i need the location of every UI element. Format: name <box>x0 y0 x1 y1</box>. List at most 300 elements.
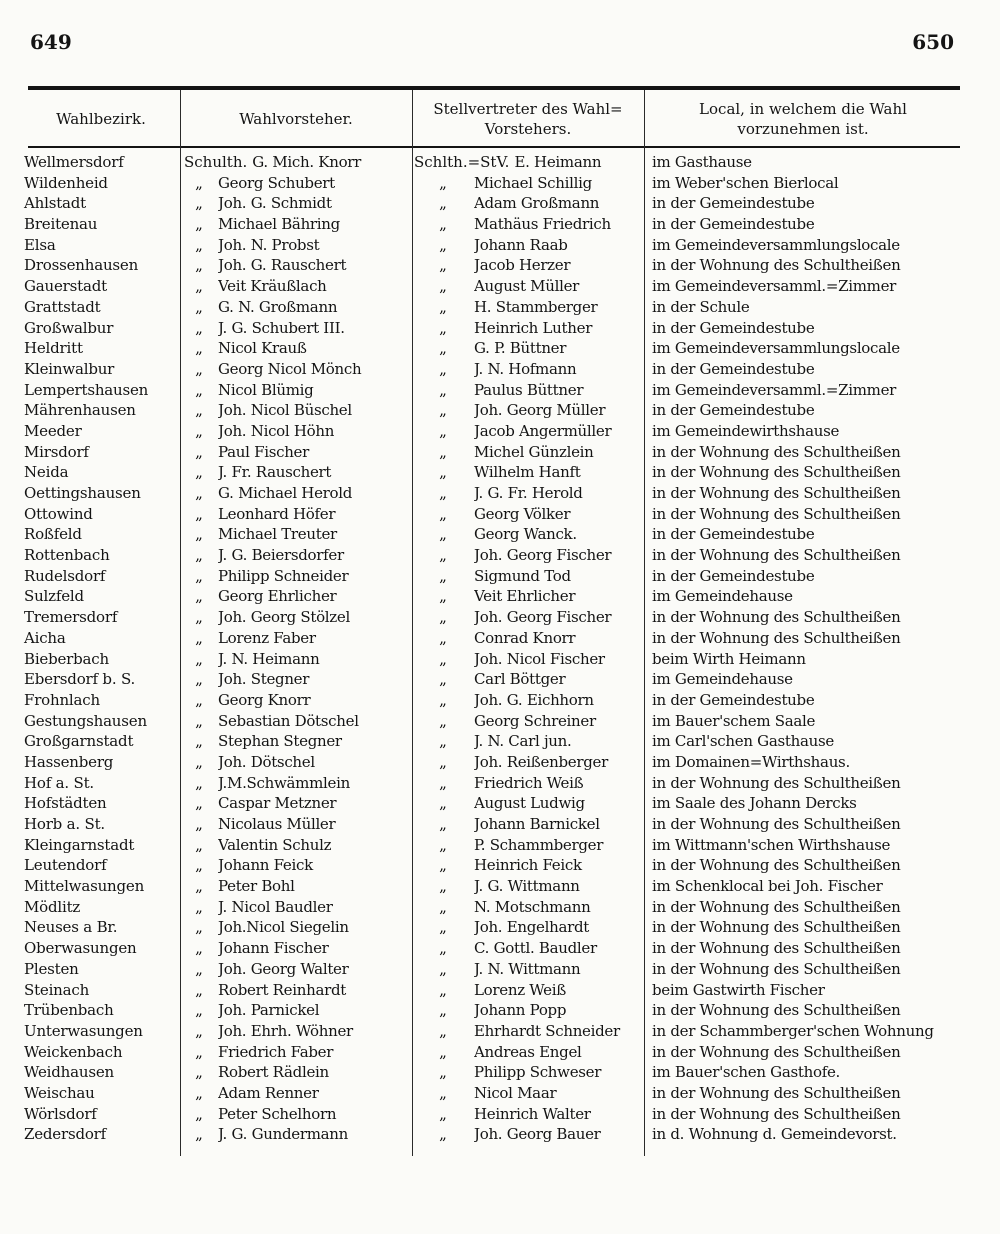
chairman-name: Michael Treuter <box>218 525 337 544</box>
chairman-cell <box>180 421 412 442</box>
deputy-name: Heinrich Walter <box>474 1104 591 1123</box>
deputy-name: J. G. Fr. Herold <box>474 484 583 502</box>
chairman-title-prefix: „ <box>195 215 203 234</box>
location-cell: in der Wohnung des Schultheißen <box>652 773 901 792</box>
chairman-cell <box>180 897 412 918</box>
chairman-name: Joh. G. Schmidt <box>218 194 332 213</box>
chairman-name: J.M.Schwämmlein <box>218 773 350 792</box>
chairman-title-prefix: „ <box>195 339 203 358</box>
chairman-title-prefix: „ <box>195 1104 203 1123</box>
deputy-name: Wilhelm Hanft <box>474 463 581 482</box>
location-cell: in der Wohnung des Schultheißen <box>652 897 901 916</box>
chairman-name: Stephan Stegner <box>218 732 342 751</box>
chairman-cell <box>180 1104 412 1125</box>
deputy-title-prefix: „ <box>439 421 447 440</box>
deputy-cell <box>412 359 644 380</box>
deputy-name: Andreas Engel <box>474 1042 582 1061</box>
deputy-cell <box>412 855 644 876</box>
location-cell: in der Gemeindestube <box>652 566 815 585</box>
header-chairman <box>180 92 412 146</box>
location-cell: in der Schule <box>652 297 750 316</box>
location-cell: in der Wohnung des Schultheißen <box>652 856 901 875</box>
chairman-name: Joh. Dötschel <box>218 752 315 771</box>
deputy-name: G. P. Büttner <box>474 339 567 358</box>
location-cell: im Schenklocal bei Joh. Fischer <box>652 877 883 896</box>
location-cell: im Domainen=Wirthshaus. <box>652 752 850 771</box>
deputy-title-prefix: „ <box>439 1083 447 1102</box>
deputy-cell <box>412 504 644 525</box>
chairman-title-prefix: „ <box>195 194 203 213</box>
chairman-name: Valentin Schulz <box>218 835 332 854</box>
deputy-title-prefix: „ <box>439 215 447 234</box>
district-cell: Neuses a Br. <box>24 918 118 937</box>
district-cell: Mittelwasungen <box>24 877 145 896</box>
deputy-cell <box>412 524 644 545</box>
chairman-title-prefix: „ <box>195 897 203 916</box>
district-cell: Horb a. St. <box>24 815 106 833</box>
deputy-cell <box>412 338 644 359</box>
chairman-title-prefix: „ <box>195 918 203 937</box>
deputy-name: Veit Ehrlicher <box>474 587 576 606</box>
deputy-title-prefix: „ <box>439 1042 447 1061</box>
location-cell: beim Gastwirth Fischer <box>652 980 825 999</box>
chairman-cell <box>180 690 412 711</box>
location-cell: in der Schammberger'schen Wohnung <box>652 1021 934 1040</box>
deputy-title-prefix: „ <box>439 339 447 358</box>
deputy-cell <box>412 483 644 504</box>
deputy-name: J. G. Wittmann <box>474 877 580 896</box>
chairman-cell <box>180 483 412 504</box>
deputy-name: August Müller <box>474 277 580 296</box>
district-cell: Roßfeld <box>24 525 82 544</box>
chairman-name: J. G. Schubert III. <box>218 318 345 337</box>
district-list <box>22 152 180 1145</box>
chairman-name: Joh. Nicol Büschel <box>218 401 352 420</box>
district-cell: Drossenhausen <box>24 256 139 275</box>
chairman-name: Georg Knorr <box>218 690 311 709</box>
deputy-title-prefix: „ <box>439 380 447 399</box>
chairman-name: Joh. G. Rauschert <box>218 256 347 275</box>
deputy-cell <box>412 318 644 339</box>
deputy-title-prefix: „ <box>439 525 447 544</box>
location-cell: in der Gemeindestube <box>652 194 815 213</box>
deputy-cell <box>412 276 644 297</box>
district-cell: Oettingshausen <box>24 484 141 502</box>
deputy-name: Joh. Georg Fischer <box>474 546 612 565</box>
chairman-cell <box>180 1021 412 1042</box>
chairman-name: Georg Schubert <box>218 173 335 192</box>
location-cell: in der Wohnung des Schultheißen <box>652 918 901 937</box>
chairman-cell <box>180 649 412 670</box>
deputy-cell <box>412 566 644 587</box>
chairman-title-prefix: „ <box>195 173 203 192</box>
deputy-cell <box>412 1083 644 1104</box>
deputy-name: Joh. Engelhardt <box>474 918 590 937</box>
deputy-cell <box>412 690 644 711</box>
chairman-cell <box>180 959 412 980</box>
chairman-list <box>180 152 412 1145</box>
deputy-name: Michel Günzlein <box>474 442 594 461</box>
location-cell: in der Wohnung des Schultheißen <box>652 1083 901 1102</box>
location-cell: in der Gemeindestube <box>652 318 815 337</box>
chairman-title-prefix: „ <box>195 566 203 585</box>
deputy-name: Heinrich Feick <box>474 856 582 875</box>
deputy-title-prefix: „ <box>439 608 447 627</box>
chairman-cell <box>180 318 412 339</box>
chairman-title-prefix: „ <box>195 277 203 296</box>
deputy-name: Lorenz Weiß <box>474 980 566 999</box>
chairman-title-prefix: „ <box>195 1125 203 1144</box>
deputy-title-prefix: „ <box>439 856 447 875</box>
deputy-list <box>412 152 644 1145</box>
location-cell: im Gemeindeversamml.=Zimmer <box>652 380 897 399</box>
chairman-title-prefix: „ <box>195 711 203 730</box>
district-cell: Großwalbur <box>24 318 114 337</box>
deputy-cell <box>412 959 644 980</box>
chairman-title-prefix: „ <box>195 752 203 771</box>
chairman-name: Lorenz Faber <box>218 628 316 647</box>
chairman-name: Joh. Ehrh. Wöhner <box>218 1021 353 1040</box>
deputy-title-prefix: „ <box>439 297 447 316</box>
deputy-title-prefix: „ <box>439 939 447 958</box>
district-cell: Grattstadt <box>24 297 101 316</box>
district-cell: Hofstädten <box>24 794 107 813</box>
district-cell: Ahlstadt <box>24 194 86 213</box>
location-cell: im Bauer'schem Saale <box>652 711 816 730</box>
chairman-cell <box>180 400 412 421</box>
deputy-cell <box>412 876 644 897</box>
deputy-name: Johann Barnickel <box>474 815 600 833</box>
location-cell: in der Gemeindestube <box>652 690 815 709</box>
deputy-title-prefix: „ <box>439 670 447 689</box>
district-cell: Wörlsdorf <box>24 1104 97 1123</box>
chairman-title-prefix: „ <box>195 856 203 875</box>
column-divider <box>644 90 645 1156</box>
district-cell: Zedersdorf <box>24 1125 107 1144</box>
header-deputy-line1: Stellvertreter des Wahl= <box>433 100 623 118</box>
chairman-cell <box>180 628 412 649</box>
deputy-title-prefix: „ <box>439 256 447 275</box>
chairman-cell <box>180 731 412 752</box>
location-cell: in der Gemeindestube <box>652 525 815 544</box>
chairman-cell <box>180 152 412 173</box>
district-cell: Sulzfeld <box>24 587 84 606</box>
deputy-name: Georg Schreiner <box>474 711 596 730</box>
deputy-name: Heinrich Luther <box>474 318 593 337</box>
chairman-cell <box>180 1083 412 1104</box>
district-cell: Rudelsdorf <box>24 566 106 585</box>
chairman-cell <box>180 504 412 525</box>
district-cell: Unterwasungen <box>24 1021 143 1040</box>
deputy-title-prefix: „ <box>439 815 447 833</box>
deputy-cell <box>412 628 644 649</box>
deputy-name: Adam Großmann <box>474 194 600 213</box>
deputy-name: Joh. Georg Bauer <box>474 1125 601 1144</box>
deputy-cell <box>412 711 644 732</box>
deputy-title-prefix: „ <box>439 463 447 482</box>
chairman-cell <box>180 1124 412 1145</box>
chairman-name: Johann Feick <box>218 856 313 875</box>
chairman-cell <box>180 380 412 401</box>
deputy-name: August Ludwig <box>474 794 585 813</box>
district-cell: Hassenberg <box>24 752 114 771</box>
chairman-title-prefix: „ <box>195 401 203 420</box>
location-cell: in der Gemeindestube <box>652 401 815 420</box>
chairman-title-prefix: „ <box>195 608 203 627</box>
chairman-name: G. N. Großmann <box>218 297 338 316</box>
chairman-title-prefix: „ <box>195 421 203 440</box>
deputy-cell <box>412 1021 644 1042</box>
chairman-name: J. Fr. Rauschert <box>218 463 332 482</box>
district-cell: Elsa <box>24 235 56 254</box>
deputy-title-prefix: „ <box>439 1125 447 1144</box>
deputy-title-prefix: „ <box>439 835 447 854</box>
deputy-title-prefix: „ <box>439 918 447 937</box>
chairman-title-prefix: „ <box>195 1001 203 1020</box>
chairman-title-prefix: „ <box>195 1042 203 1061</box>
chairman-name: G. Mich. Knorr <box>252 153 362 171</box>
deputy-name: H. Stammberger <box>474 297 598 316</box>
location-cell: in der Wohnung des Schultheißen <box>652 939 901 958</box>
chairman-name: Robert Reinhardt <box>218 980 347 999</box>
chairman-cell <box>180 566 412 587</box>
chairman-name: Adam Renner <box>218 1083 319 1102</box>
deputy-cell <box>412 297 644 318</box>
deputy-title-prefix: „ <box>439 1021 447 1040</box>
deputy-name: Carl Böttger <box>474 670 566 689</box>
chairman-name: Michael Bähring <box>218 215 340 234</box>
location-cell: im Gemeindewirthshause <box>652 421 840 440</box>
deputy-name: Georg Völker <box>474 504 571 523</box>
deputy-title-prefix: „ <box>439 318 447 337</box>
deputy-name: Johann Popp <box>474 1001 567 1020</box>
chairman-cell <box>180 917 412 938</box>
district-cell: Breitenau <box>24 215 98 234</box>
deputy-cell <box>412 793 644 814</box>
location-list <box>646 152 960 1145</box>
location-cell: in der Wohnung des Schultheißen <box>652 628 901 647</box>
chairman-title-prefix: „ <box>195 980 203 999</box>
location-cell: im Gemeindehause <box>652 670 793 689</box>
location-cell: in der Wohnung des Schultheißen <box>652 484 901 502</box>
chairman-title-prefix: „ <box>195 794 203 813</box>
deputy-title-prefix: „ <box>439 649 447 668</box>
deputy-title-prefix: „ <box>439 1001 447 1020</box>
chairman-cell <box>180 545 412 566</box>
district-cell: Weidhausen <box>24 1063 114 1082</box>
deputy-title-prefix: „ <box>439 980 447 999</box>
chairman-cell <box>180 814 412 835</box>
location-cell: in der Wohnung des Schultheißen <box>652 1104 901 1123</box>
chairman-cell <box>180 773 412 794</box>
district-cell: Steinach <box>24 980 90 999</box>
district-cell: Leutendorf <box>24 856 107 875</box>
deputy-title-prefix: „ <box>439 587 447 606</box>
chairman-name: Sebastian Dötschel <box>218 711 359 730</box>
deputy-title-prefix: „ <box>439 711 447 730</box>
chairman-title-prefix: „ <box>195 877 203 896</box>
location-cell: in der Wohnung des Schultheißen <box>652 959 901 978</box>
deputy-title-prefix: „ <box>439 1104 447 1123</box>
chairman-name: Joh. Nicol Höhn <box>218 421 335 440</box>
deputy-title-prefix: „ <box>439 773 447 792</box>
location-cell: im Wittmann'schen Wirthshause <box>652 835 891 854</box>
chairman-title-prefix: „ <box>195 1083 203 1102</box>
district-cell: Heldritt <box>24 339 83 358</box>
chairman-name: Caspar Metzner <box>218 794 337 813</box>
chairman-title-prefix: „ <box>195 835 203 854</box>
chairman-title-prefix: „ <box>195 1063 203 1082</box>
header-deputy-line2: Vorstehers. <box>484 120 572 138</box>
deputy-title-prefix: „ <box>439 897 447 916</box>
district-cell: Gauerstadt <box>24 277 107 296</box>
district-cell: Gestungshausen <box>24 711 147 730</box>
chairman-name: Friedrich Faber <box>218 1042 334 1061</box>
district-cell: Rottenbach <box>24 546 110 565</box>
location-cell: in der Wohnung des Schultheißen <box>652 815 901 833</box>
chairman-title-prefix: „ <box>195 546 203 565</box>
deputy-cell <box>412 1124 644 1145</box>
deputy-cell <box>412 1062 644 1083</box>
chairman-title-prefix: „ <box>195 318 203 337</box>
deputy-cell <box>412 773 644 794</box>
deputy-name: Joh. Nicol Fischer <box>474 649 605 668</box>
district-cell: Weickenbach <box>24 1042 123 1061</box>
chairman-name: Paul Fischer <box>218 442 309 461</box>
deputy-cell <box>412 462 644 483</box>
chairman-name: Joh. Georg Walter <box>218 959 349 978</box>
chairman-title-prefix: „ <box>195 297 203 316</box>
deputy-title-prefix: „ <box>439 235 447 254</box>
location-cell: im Carl'schen Gasthause <box>652 732 834 751</box>
chairman-title-prefix: „ <box>195 442 203 461</box>
deputy-cell <box>412 421 644 442</box>
deputy-name: Georg Wanck. <box>474 525 577 544</box>
location-cell: im Gemeindeversamml.=Zimmer <box>652 277 897 296</box>
deputy-cell <box>412 400 644 421</box>
deputy-title-prefix: „ <box>439 194 447 213</box>
chairman-cell <box>180 607 412 628</box>
location-cell: im Gasthause <box>652 153 752 171</box>
deputy-cell <box>412 752 644 773</box>
deputy-cell <box>412 897 644 918</box>
deputy-name: Michael Schillig <box>474 173 592 192</box>
deputy-title-prefix: „ <box>439 959 447 978</box>
chairman-cell <box>180 855 412 876</box>
deputy-cell <box>412 442 644 463</box>
deputy-name: P. Schammberger <box>474 835 604 854</box>
location-cell: in der Wohnung des Schultheißen <box>652 608 901 627</box>
location-cell: in der Wohnung des Schultheißen <box>652 1042 901 1061</box>
district-cell: Tremersdorf <box>24 608 118 627</box>
chairman-title-prefix: „ <box>195 649 203 668</box>
chairman-cell <box>180 793 412 814</box>
deputy-cell <box>412 152 644 173</box>
deputy-cell <box>412 649 644 670</box>
location-cell: in d. Wohnung d. Gemeindevorst. <box>652 1125 897 1144</box>
chairman-title-prefix: Schulth. <box>184 153 248 171</box>
deputy-title-prefix: „ <box>439 1063 447 1082</box>
district-cell: Wildenheid <box>24 173 108 192</box>
header-district <box>22 92 180 146</box>
deputy-cell <box>412 586 644 607</box>
deputy-title-prefix: „ <box>439 173 447 192</box>
deputy-title-prefix: „ <box>439 546 447 565</box>
deputy-cell <box>412 545 644 566</box>
location-cell: beim Wirth Heimann <box>652 649 806 668</box>
chairman-name: J. N. Heimann <box>218 649 320 668</box>
location-cell: in der Wohnung des Schultheißen <box>652 1001 901 1020</box>
location-cell: im Bauer'schen Gasthofe. <box>652 1063 840 1082</box>
deputy-title-prefix: „ <box>439 794 447 813</box>
deputy-name: Conrad Knorr <box>474 628 576 647</box>
chairman-name: Joh. Parnickel <box>218 1001 320 1020</box>
chairman-name: Leonhard Höfer <box>218 504 336 523</box>
deputy-name: Sigmund Tod <box>474 566 571 585</box>
chairman-cell <box>180 359 412 380</box>
chairman-cell <box>180 276 412 297</box>
chairman-cell <box>180 1062 412 1083</box>
deputy-cell <box>412 1042 644 1063</box>
deputy-title-prefix: „ <box>439 359 447 378</box>
chairman-cell <box>180 669 412 690</box>
chairman-title-prefix: „ <box>195 939 203 958</box>
deputy-title-prefix: „ <box>439 752 447 771</box>
chairman-name: Peter Bohl <box>218 877 295 896</box>
deputy-name: Joh. G. Eichhorn <box>474 690 594 709</box>
chairman-title-prefix: „ <box>195 256 203 275</box>
deputy-cell <box>412 607 644 628</box>
chairman-title-prefix: „ <box>195 359 203 378</box>
deputy-name: E. Heimann <box>514 153 602 171</box>
deputy-cell <box>412 173 644 194</box>
chairman-name: Joh. N. Probst <box>218 235 320 254</box>
deputy-cell <box>412 1104 644 1125</box>
header-chairman-label: Wahlvorsteher. <box>239 110 353 128</box>
chairman-title-prefix: „ <box>195 525 203 544</box>
deputy-title-prefix: „ <box>439 628 447 647</box>
deputy-name: Joh. Georg Fischer <box>474 608 612 627</box>
deputy-name: Nicol Maar <box>474 1083 557 1102</box>
chairman-cell <box>180 980 412 1001</box>
chairman-title-prefix: „ <box>195 773 203 792</box>
deputy-cell <box>412 669 644 690</box>
location-cell: im Gemeindeversammlungslocale <box>652 339 900 358</box>
chairman-cell <box>180 193 412 214</box>
chairman-cell <box>180 711 412 732</box>
location-cell: in der Wohnung des Schultheißen <box>652 442 901 461</box>
chairman-title-prefix: „ <box>195 670 203 689</box>
chairman-name: J. G. Beiersdorfer <box>218 546 344 565</box>
deputy-cell <box>412 731 644 752</box>
deputy-cell <box>412 214 644 235</box>
chairman-name: Joh.Nicol Siegelin <box>218 918 349 937</box>
deputy-name: Jacob Angermüller <box>474 421 612 440</box>
location-cell: in der Wohnung des Schultheißen <box>652 504 901 523</box>
district-cell: Aicha <box>24 628 66 647</box>
deputy-title-prefix: „ <box>439 566 447 585</box>
deputy-name: J. N. Hofmann <box>474 359 577 378</box>
chairman-name: Joh. Stegner <box>218 670 310 689</box>
deputy-cell <box>412 917 644 938</box>
chairman-title-prefix: „ <box>195 463 203 482</box>
deputy-title-prefix: Schlth.=StV. <box>414 153 510 171</box>
district-cell: Lempertshausen <box>24 380 149 399</box>
district-cell: Bieberbach <box>24 649 109 668</box>
chairman-cell <box>180 173 412 194</box>
deputy-name: Philipp Schweser <box>474 1063 602 1082</box>
chairman-title-prefix: „ <box>195 504 203 523</box>
